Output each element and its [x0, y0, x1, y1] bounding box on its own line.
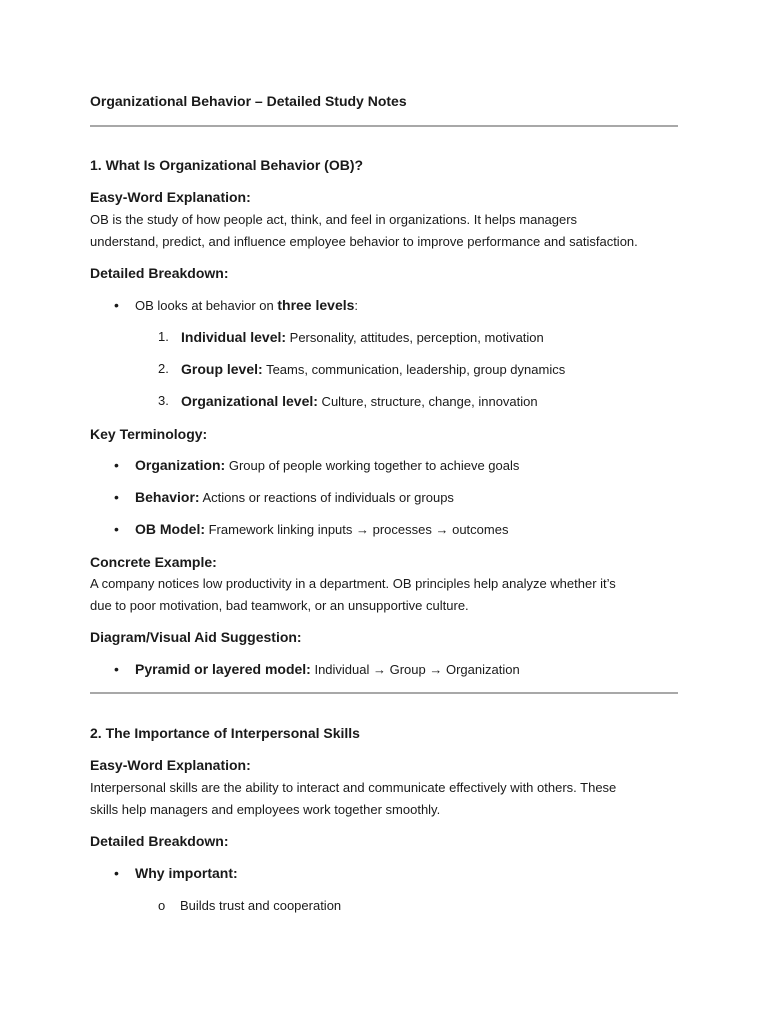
bullet-icon: •	[114, 521, 119, 537]
easy-word-label: Easy-Word Explanation:	[90, 189, 251, 205]
diagram-suggestion-label: Diagram/Visual Aid Suggestion:	[90, 629, 302, 645]
horizontal-rule	[90, 692, 678, 694]
hollow-bullet-icon: o	[158, 898, 166, 913]
example-paragraph	[90, 573, 680, 617]
detailed-breakdown-label: Detailed Breakdown:	[90, 265, 229, 281]
easy-word-label: Easy-Word Explanation:	[90, 757, 251, 773]
bullet-icon: •	[114, 457, 119, 473]
bullet-icon: •	[114, 489, 119, 505]
section-2-heading: 2. The Importance of Interpersonal Skills	[90, 725, 360, 741]
paragraph-line: due to poor motivation, bad teamwork, or an unsupportive culture.	[90, 598, 469, 613]
paragraph-line: understand, predict, and influence employee behavior to improve performance and satisfaction.	[90, 234, 638, 249]
horizontal-rule	[90, 125, 678, 127]
detailed-breakdown-label: Detailed Breakdown:	[90, 833, 229, 849]
section-1-heading: 1. What Is Organizational Behavior (OB)?	[90, 157, 364, 173]
bullet-icon: •	[114, 297, 119, 313]
bullet-icon: •	[114, 865, 119, 881]
list-item-text: OB looks at behavior on three levels:	[135, 297, 359, 313]
easy-word-paragraph	[90, 777, 680, 821]
concrete-example-label: Concrete Example:	[90, 554, 217, 570]
key-terminology-label: Key Terminology:	[90, 426, 208, 442]
paragraph-line: Interpersonal skills are the ability to interact and communicate effectively with others. These	[90, 780, 617, 795]
document-title: Organizational Behavior – Detailed Study Notes	[90, 93, 407, 109]
paragraph-line: OB is the study of how people act, think, and feel in organizations. It helps managers	[90, 212, 578, 227]
sub-list-item-text: Builds trust and cooperation	[180, 898, 342, 913]
paragraph-line: skills help managers and employees work together smoothly.	[90, 802, 441, 817]
easy-word-paragraph	[90, 209, 680, 253]
paragraph-line: A company notices low productivity in a department. OB principles help analyze whether it’s	[90, 576, 616, 591]
bullet-icon: •	[114, 661, 119, 677]
